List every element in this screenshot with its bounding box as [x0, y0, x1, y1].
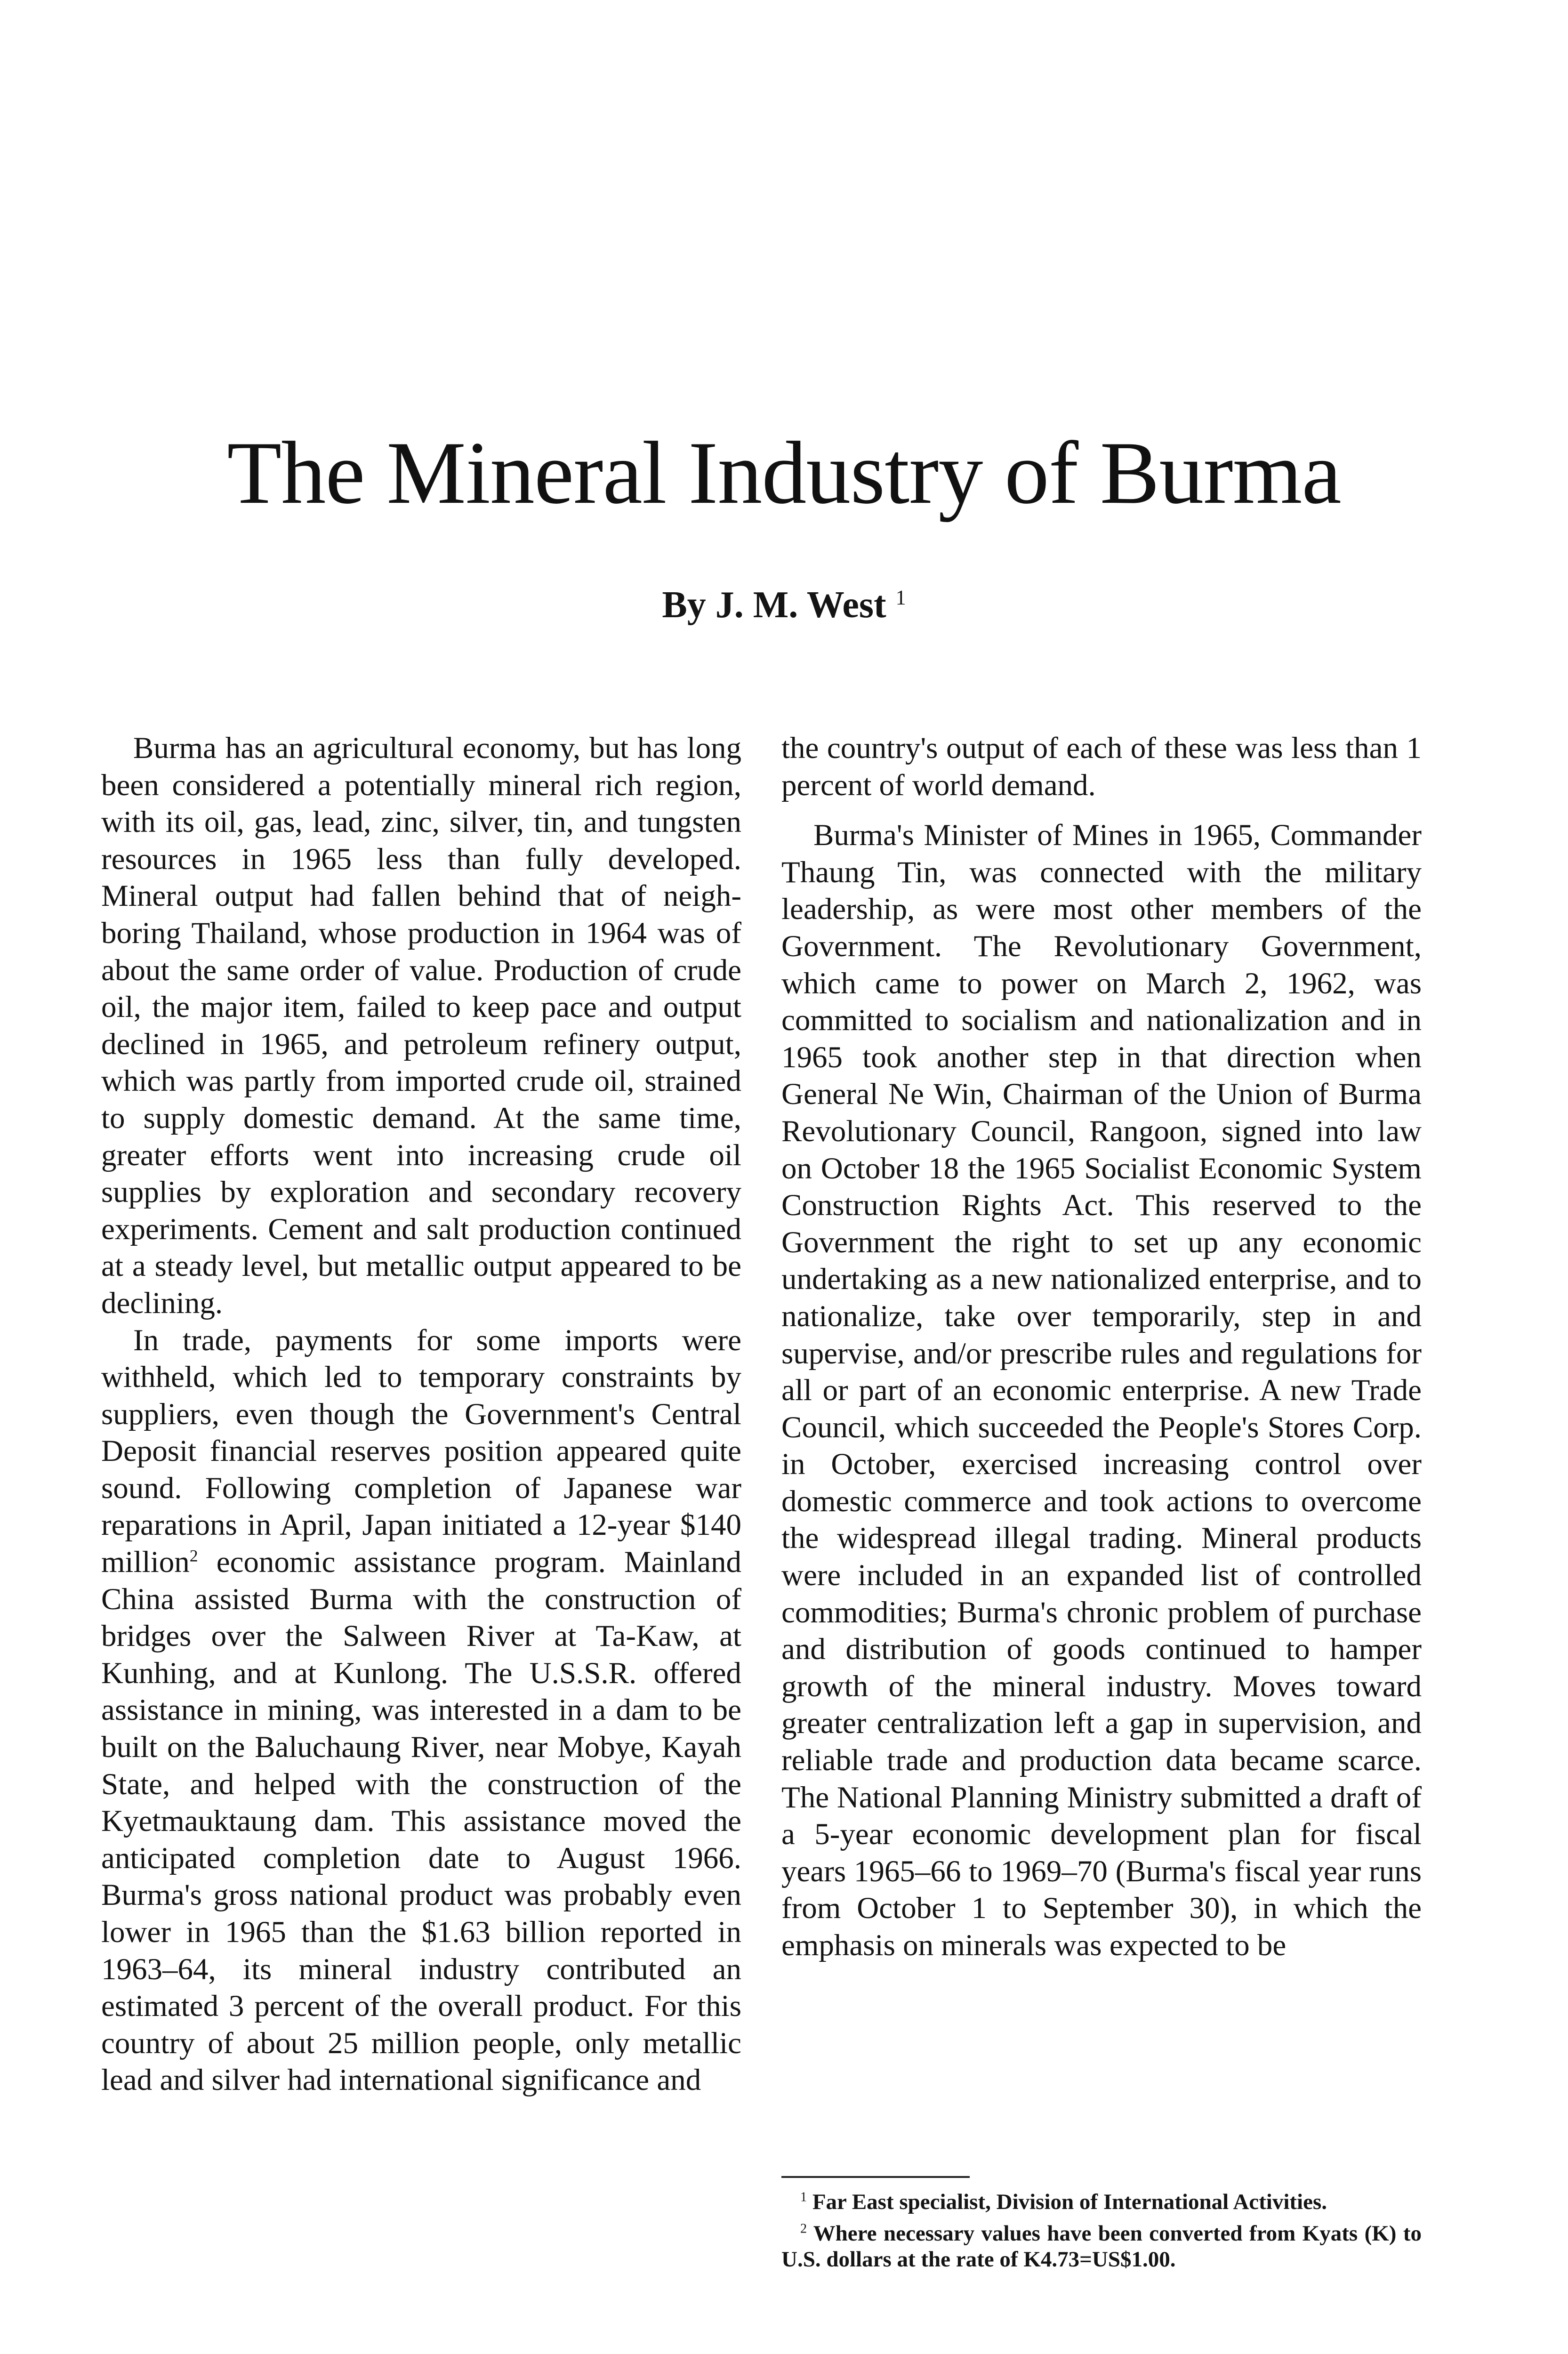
paragraph-trade: [101, 1322, 741, 2099]
footnote-text: Far East specialist, Division of International Activities.: [812, 2190, 1327, 2214]
byline-footnote-ref: 1: [895, 586, 906, 609]
footnotes: [781, 2189, 1422, 2278]
right-column: [781, 730, 1422, 1964]
footnote-1: [781, 2189, 1422, 2215]
left-column: [101, 730, 741, 2099]
footnote-marker: 2: [800, 2221, 807, 2236]
author-name: By J. M. West: [662, 584, 886, 626]
paragraph-trade-part-2: economic assistance program. Mainland China assisted Burma with the construction of bridges over the Salween River at Ta-Kaw, at Kunhing, and at Kunlong. The U.S.S.R. offered assistance in mining, was interested in a dam to be built on the Baluchaung River, near Mobye, Kayah State, and helped with the construction of the Kyetmauktaung dam. This assistance moved the anticipated completion date to August 1966. Burma's gross national product was probably even lower in 1965 than the $1.63 billion reported in 1963–64, its mineral industry contributed an estimated 3 percent of the overall product. For this country of about 25 million people, only metallic lead and silver had international significance and: [101, 1545, 741, 2097]
footnote-2: [781, 2221, 1422, 2273]
footnote-text: Where necessary values have been converted from Kyats (K) to U.S. dollars at the rate of K4.73=US$1.00.: [781, 2221, 1422, 2272]
article-title: The Mineral Industry of Burma: [227, 424, 1341, 523]
byline: [0, 581, 1568, 629]
paragraph-intro: Burma has an agricultural economy, but has long been considered a potentially mineral rich region, with its oil, gas, lead, zinc, silver, tin, and tungsten resources in 1965 less than fully developed. Mineral output had fallen behind that of neighboring Thailand, whose production in 1964 was of about the same order of value. Production of crude oil, the major item, failed to keep pace and output declined in 1965, and petroleum refinery output, which was partly from imported crude oil, strained to supply domestic demand. At the same time, greater efforts went into increasing crude oil supplies by exploration and secondary recovery experiments. Cement and salt production continued at a steady level, but metallic output appeared to be declining.: [101, 731, 741, 1320]
footnote-ref-2: 2: [189, 1546, 198, 1565]
footnote-marker: 1: [800, 2190, 807, 2205]
paragraph-government: Burma's Minister of Mines in 1965, Commander Thaung Tin, was connected with the military leadership, as were most other members of the Government. The Revolutionary Government, which came to power on March 2, 1962, was committed to socialism and nationalization and in 1965 took another step in that direction when General Ne Win, Chairman of the Union of Burma Revolutionary Council, Rangoon, signed into law on October 18 the 1965 Socialist Economic System Construction Rights Act. This reserved to the Government the right to set up any economic undertaking as a new nationalized enterprise, and to nationalize, take over temporarily, step in and supervise, and/or prescribe rules and regulations for all or part of an economic enterprise. A new Trade Council, which succeeded the People's Stores Corp. in October, exercised increasing control over domestic commerce and took actions to overcome the widespread illegal trading. Mineral products were included in an expanded list of controlled commodities; Burma's chronic problem of purchase and distribution of goods continued to hamper growth of the mineral industry. Moves toward greater centralization left a gap in supervision, and reliable trade and production data became scarce. The National Planning Ministry submitted a draft of a 5-year economic development plan for fiscal years 1965–66 to 1969–70 (Burma's fiscal year runs from October 1 to September 30), in which the emphasis on minerals was expected to be: [781, 818, 1422, 1962]
paragraph-trade-continued: the country's output of each of these was less than 1 percent of world demand.: [781, 731, 1422, 802]
footnote-divider: [781, 2176, 970, 2178]
paragraph-trade-part-1: In trade, payments for some imports were withheld, which led to temporary constraints by suppliers, even though the Government's Central Deposit financial reserves position appeared quite sound. Following completion of Japanese war reparations in April, Japan initiated a 12-year $140 million: [101, 1323, 741, 1580]
